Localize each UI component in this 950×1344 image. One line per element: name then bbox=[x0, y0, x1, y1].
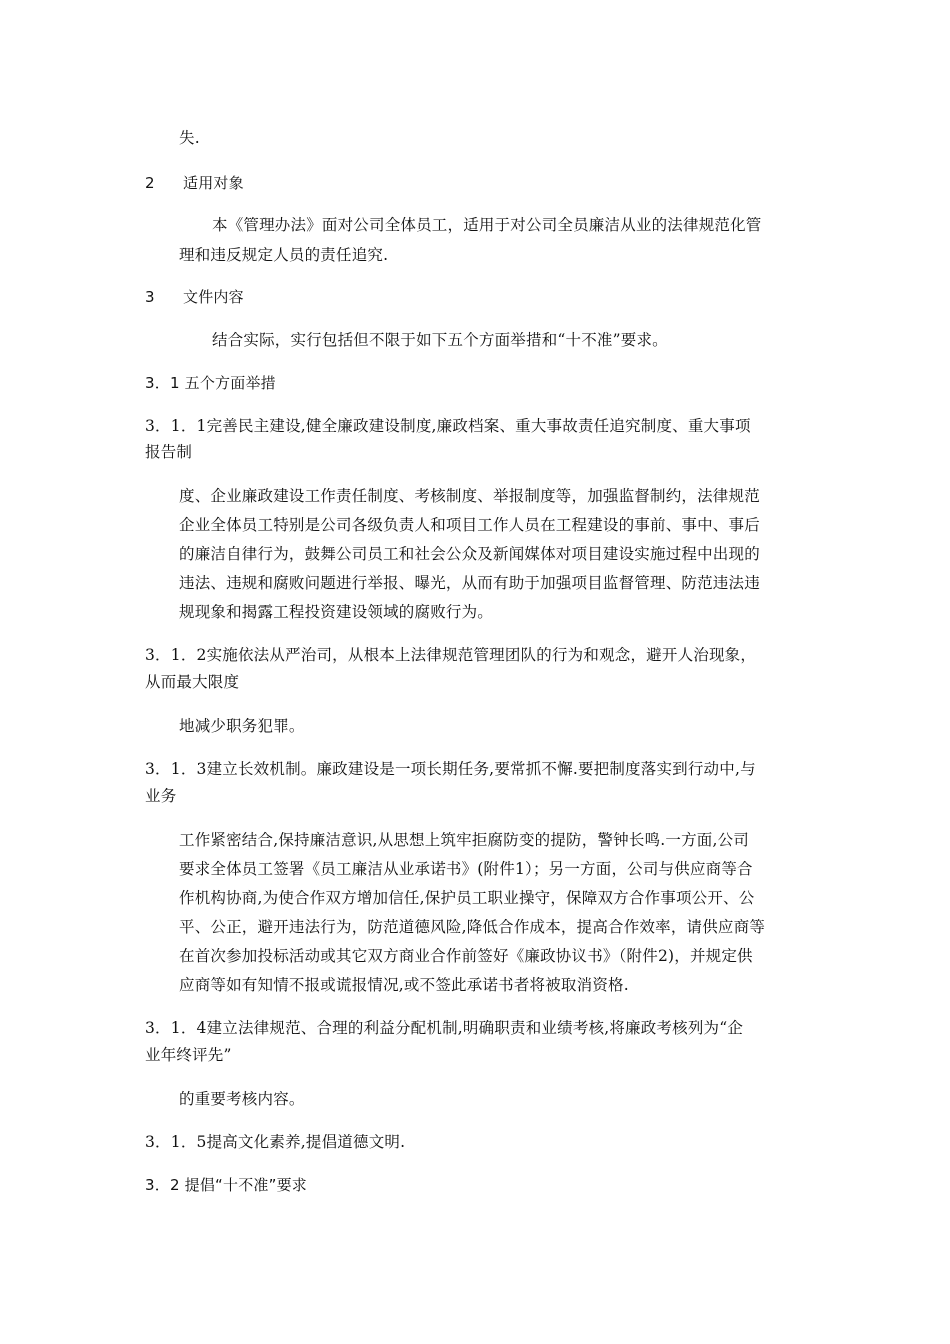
section-title: 适用对象 bbox=[183, 174, 244, 192]
paragraph-line: 平、公正，避开违法行为，防范道德风险,降低合作成本，提高合作效率，请供应商等 bbox=[179, 918, 766, 936]
paragraph-line: 工作紧密结合,保持廉洁意识,从思想上筑牢拒腐防变的提防，警钟长鸣.一方面,公司 bbox=[179, 831, 750, 849]
section-heading-3-1: 3．1 五个方面举措 bbox=[145, 374, 276, 392]
clause-3-1-4-line: 3．1．4建立法律规范、合理的利益分配机制,明确职责和业绩考核,将廉政考核列为“企 bbox=[145, 1019, 744, 1037]
section-heading-3 bbox=[145, 287, 244, 307]
paragraph-line: 结合实际，实行包括但不限于如下五个方面举措和“十不准”要求。 bbox=[212, 331, 668, 349]
clause-3-1-1-line: 3．1．1完善民主建设,健全廉政建设制度,廉政档案、重大事故责任追究制度、重大事项 bbox=[145, 417, 751, 435]
clause-3-1-5-line: 3．1．5提高文化素养,提倡道德文明. bbox=[145, 1133, 406, 1151]
paragraph-line: 在首次参加投标活动或其它双方商业合作前签好《廉政协议书》（附件2)，并规定供 bbox=[179, 947, 753, 965]
paragraph-line: 度、企业廉政建设工作责任制度、考核制度、举报制度等，加强监督制约，法律规范 bbox=[179, 487, 760, 505]
paragraph-line: 应商等如有知情不报或谎报情况,或不签此承诺书者将被取消资格. bbox=[179, 976, 629, 994]
paragraph-line: 违法、违规和腐败问题进行举报、曝光，从而有助于加强项目监督管理、防范违法违 bbox=[179, 574, 760, 592]
clause-3-1-1-line: 报告制 bbox=[145, 443, 193, 461]
clause-3-1-2-line: 从而最大限度 bbox=[145, 673, 240, 691]
paragraph-line: 的廉洁自律行为，鼓舞公司员工和社会公众及新闻媒体对项目建设实施过程中出现的 bbox=[179, 545, 760, 563]
section-title: 文件内容 bbox=[183, 288, 244, 306]
paragraph-line: 本《管理办法》面对公司全体员工，适用于对公司全员廉洁从业的法律规范化管 bbox=[212, 216, 762, 234]
section-number: 2 bbox=[145, 174, 155, 192]
section-number: 3 bbox=[145, 288, 155, 306]
paragraph-line: 的重要考核内容。 bbox=[179, 1090, 305, 1108]
paragraph-line: 作机构协商,为使合作双方增加信任,保护员工职业操守，保障双方合作事项公开、公 bbox=[179, 889, 755, 907]
paragraph-line: 失. bbox=[179, 129, 200, 147]
clause-3-1-4-line: 业年终评先” bbox=[145, 1046, 232, 1064]
clause-3-1-3-line: 业务 bbox=[145, 787, 177, 805]
clause-3-1-2-line: 3．1．2实施依法从严治司，从根本上法律规范管理团队的行为和观念，避开人治现象， bbox=[145, 646, 757, 664]
paragraph-line: 地减少职务犯罪。 bbox=[179, 717, 305, 735]
paragraph-line: 企业全体员工特别是公司各级负责人和项目工作人员在工程建设的事前、事中、事后 bbox=[179, 516, 760, 534]
paragraph-line: 理和违反规定人员的责任追究. bbox=[179, 246, 389, 264]
clause-3-1-3-line: 3．1．3建立长效机制。廉政建设是一项长期任务,要常抓不懈.要把制度落实到行动中,与 bbox=[145, 760, 756, 778]
paragraph-line: 规现象和揭露工程投资建设领域的腐败行为。 bbox=[179, 603, 494, 621]
paragraph-line: 要求全体员工签署《员工廉洁从业承诺书》(附件1）；另一方面，公司与供应商等合 bbox=[179, 860, 753, 878]
section-heading-3-2: 3．2 提倡“十不准”要求 bbox=[145, 1176, 307, 1194]
section-heading-2 bbox=[145, 173, 244, 193]
